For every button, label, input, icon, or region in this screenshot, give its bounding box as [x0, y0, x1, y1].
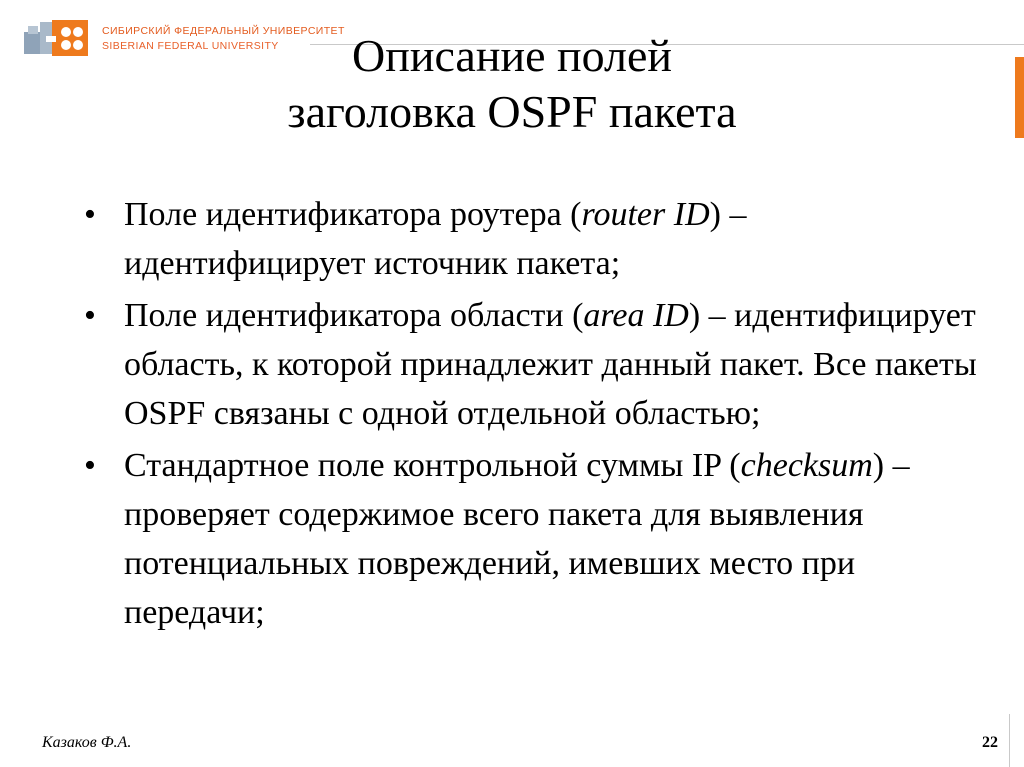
- bullet-dot-icon: •: [84, 297, 96, 334]
- slide-title-line-1: Описание полей: [351, 30, 672, 81]
- bullet-text: ) – проверяет содержимое всего пакета для выявления потенциальных повреждений, имевших место при передачи;: [124, 447, 910, 631]
- bullet-dot-icon: •: [84, 196, 96, 233]
- bullet-item-area-id: [80, 291, 980, 438]
- bullet-text: Поле идентификатора области (: [124, 297, 584, 334]
- bullet-item-router-id: [80, 190, 980, 288]
- footer-author: Казаков Ф.А.: [42, 734, 132, 751]
- bullet-text: ) – идентифицирует источник пакета;: [124, 196, 747, 282]
- side-accent-bar: [1015, 57, 1024, 138]
- university-emblem-icon: [22, 18, 92, 58]
- university-name-ru: СИБИРСКИЙ ФЕДЕРАЛЬНЫЙ УНИВЕРСИТЕТ: [102, 25, 345, 37]
- bullet-text: Стандартное поле контрольной суммы IP (: [124, 447, 741, 484]
- bullet-term: checksum: [740, 447, 873, 484]
- bullet-item-checksum: [80, 441, 980, 637]
- footer-divider: [1009, 714, 1010, 767]
- slide-title-line-2: заголовка OSPF пакета: [287, 86, 737, 137]
- bullet-dot-icon: •: [84, 447, 96, 484]
- bullet-text: Поле идентификатора роутера (: [124, 196, 582, 233]
- bullet-term: router ID: [581, 196, 710, 233]
- page-number: 22: [982, 734, 998, 751]
- bullet-term: area ID: [583, 297, 689, 334]
- bullet-text: ) – идентифицирует область, к которой принадлежит данный пакет. Все пакеты OSPF связаны с одной отдельной областью;: [124, 297, 977, 432]
- university-name-en: SIBERIAN FEDERAL UNIVERSITY: [102, 40, 279, 52]
- bullet-list: [80, 190, 980, 640]
- slide-title: [180, 28, 844, 140]
